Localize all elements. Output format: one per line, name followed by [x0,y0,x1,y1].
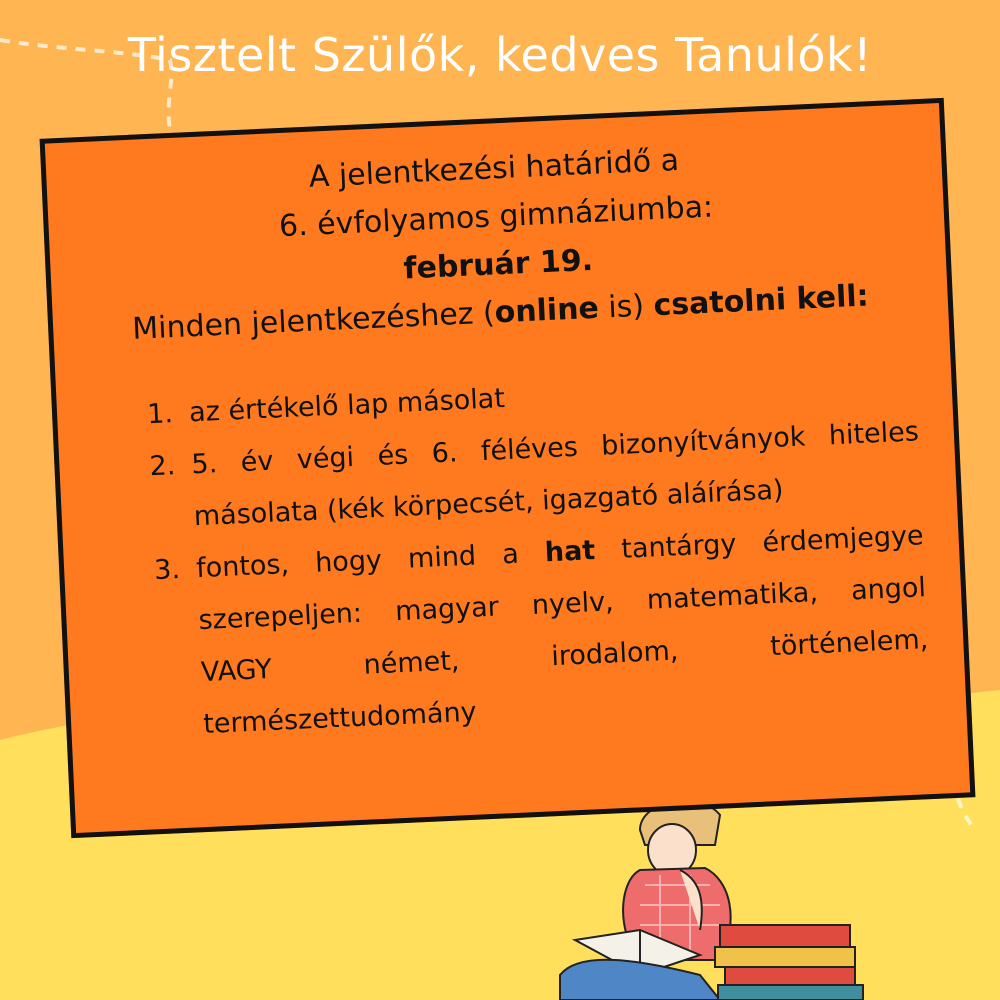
notice-intro [46,125,949,357]
item-continuation: VAGY német, irodalom, történelem, [200,624,929,689]
attach-prefix: Minden jelentkezéshez ( [131,295,496,347]
requirements-list [146,354,932,753]
attach-is: is) [598,288,655,326]
intro-line-2: 6. évfolyamos gimnáziumba: [278,189,714,245]
notice-card [40,98,976,838]
online-word: online [493,290,600,331]
deadline-date: február 19. [402,242,594,287]
item-text-bold: hat [544,535,596,569]
greeting-title: Tisztelt Szülők, kedves Tanulók! [127,28,873,82]
item-text: az értékelő lap másolat [188,383,506,429]
item-continuation: természettudomány [202,696,478,741]
item-text: 5. év végi és 6. féléves bizonyítványok hiteles [190,416,920,481]
item-continuation: másolata (kék körpecsét, igazgató aláírása) [193,474,785,533]
item-number: 1. [146,398,174,431]
item-number: 3. [153,553,181,587]
item-text-pre: fontos, hogy mind a [195,537,546,585]
attach-required: csatolni kell: [652,278,870,324]
item-continuation: szerepeljen: magyar nyelv, matematika, angol [197,572,927,637]
item-number: 2. [148,450,177,483]
intro-line-1: A jelentkezési határidő a [308,142,680,195]
item-text-post: tantárgy érdemjegye [594,520,925,567]
